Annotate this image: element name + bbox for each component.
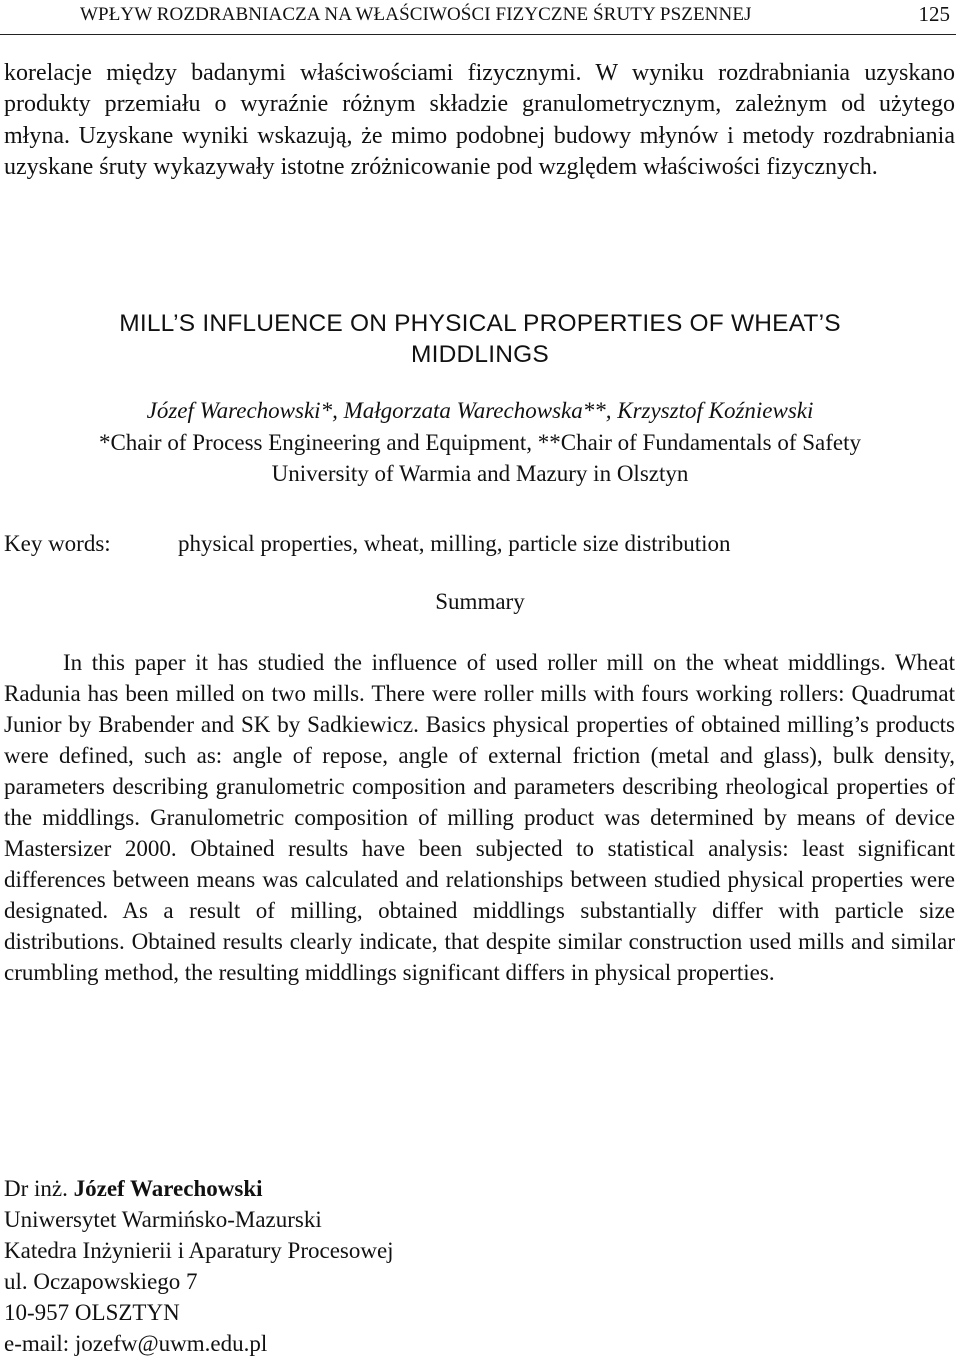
summary-heading: Summary (435, 589, 525, 614)
contact-department: Katedra Inżynierii i Aparatury Procesowej (4, 1238, 394, 1263)
authors-line: Józef Warechowski*, Małgorzata Warechowska**, Krzysztof Koźniewski (146, 398, 814, 423)
english-title-line-2: MIDDLINGS (411, 341, 549, 368)
contact-title-prefix: Dr inż. (4, 1176, 68, 1201)
abstract-paragraph: In this paper it has studied the influence of used roller mill on the wheat middlings. Wheat Radunia has been milled on two mills. There were roller mills with fours working rollers: Quadrumat Junior by Brabender and SK by Sadkiewicz. Basics physical properties of obtained milling’s products were defined, such as: angle of repose, angle of external friction (metal and glass), bulk density, parameters describing granulometric composition and parameters describing rheological properties of the middlings. Granulometric composition of milling product was determined by means of device Mastersizer 2000. Obtained results have been subjected to statistical analysis: least significant differences between means was calculated and relationships between studied physical properties were designated. As a result of milling, obtained middlings substantially differ with particle size distributions. Obtained results clearly indicate, that despite similar construction used mills and similar crumbling method, the resulting middlings significant differs in physical properties. (4, 650, 955, 985)
contact-street: ul. Oczapowskiego 7 (4, 1269, 198, 1294)
contact-name-line (4, 1173, 394, 1204)
contact-postal-city: 10-957 OLSZTYN (4, 1300, 180, 1325)
running-header (0, 0, 956, 35)
keywords-text: physical properties, wheat, milling, particle size distribution (178, 531, 731, 556)
running-title: WPŁYW ROZDRABNIACZA NA WŁAŚCIWOŚCI FIZYCZNE ŚRUTY PSZENNEJ (80, 4, 752, 25)
page-number: 125 (918, 2, 950, 26)
keywords-label: Key words: (4, 531, 111, 556)
affiliation-line-2: University of Warmia and Mazury in Olsztyn (271, 461, 689, 486)
contact-email: e-mail: jozefw@uwm.edu.pl (4, 1331, 268, 1356)
polish-summary-paragraph: korelacje między badanymi właściwościami fizycznymi. W wyniku rozdrabniania uzyskano produkty przemiału o wyraźnie różnym składzie granulometrycznym, zależnym od użytego młyna. Uzyskane wyniki wskazują, że mimo podobnej budowy młynów i metody rozdrabniania uzyskane śruty wykazywały istotne zróżnicowanie pod względem właściwości fizycznych. (4, 60, 955, 180)
contact-block (4, 1173, 394, 1359)
english-title-line-1: MILL’S INFLUENCE ON PHYSICAL PROPERTIES OF WHEAT’S (119, 310, 841, 337)
affiliation-line-1: *Chair of Process Engineering and Equipment, **Chair of Fundamentals of Safety (98, 430, 862, 455)
contact-university: Uniwersytet Warmińsko-Mazurski (4, 1207, 322, 1232)
english-title (0, 308, 960, 370)
contact-name: Józef Warechowski (73, 1176, 263, 1201)
